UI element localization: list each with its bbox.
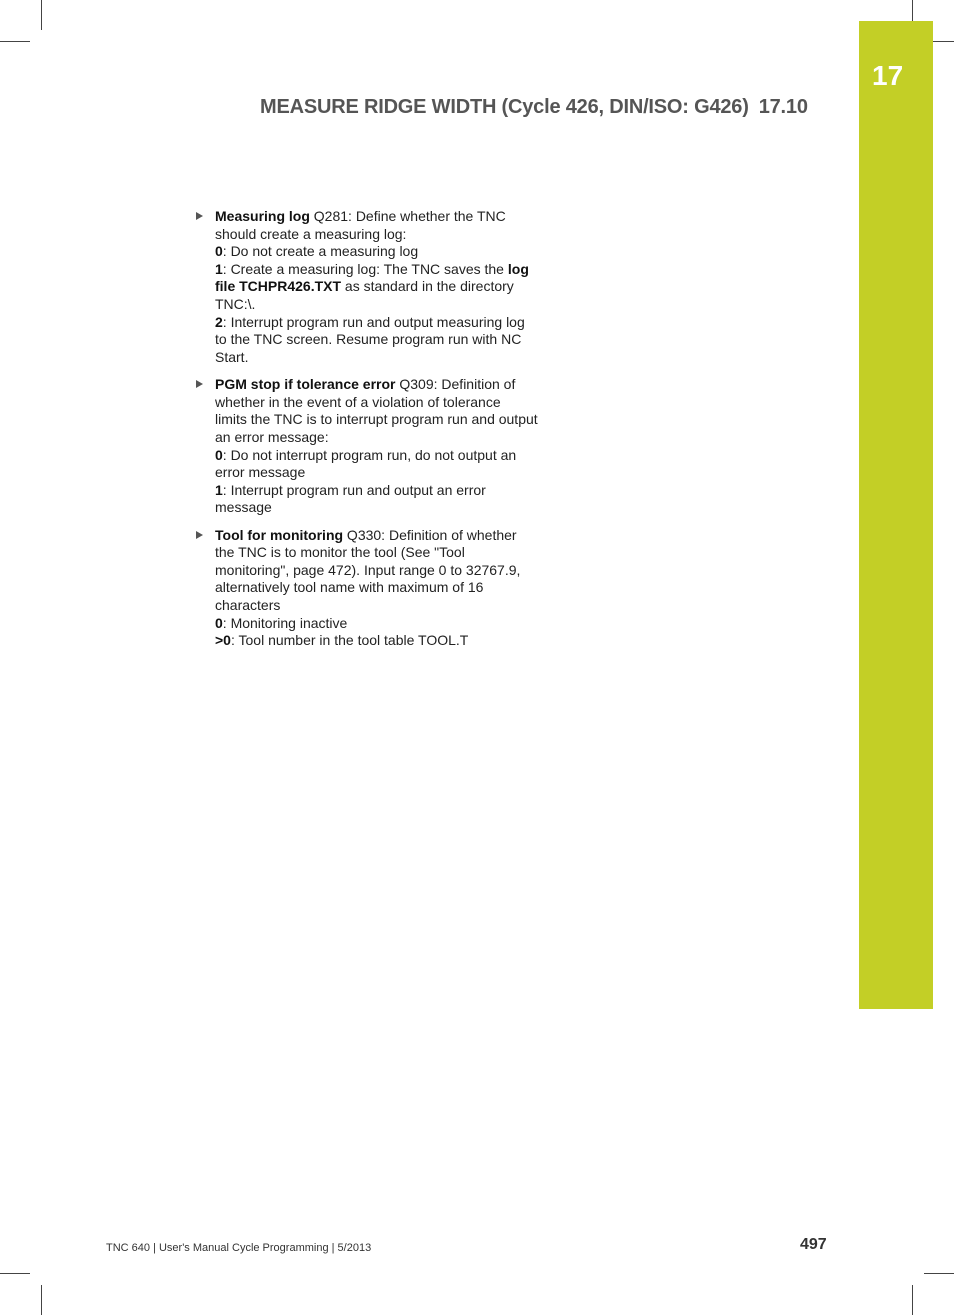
description-text: monitoring", page 472). Input range 0 to 32767.9, <box>215 561 521 578</box>
text-line <box>215 482 563 500</box>
text-line <box>215 615 563 633</box>
description-text: should create a measuring log: <box>215 225 407 242</box>
description-text: : Interrupt program run and output measuring log <box>222 313 525 330</box>
bullet-triangle-icon <box>196 531 203 539</box>
description-text: message <box>215 499 272 516</box>
description-text: Start. <box>215 348 249 365</box>
text-line <box>215 376 563 394</box>
text-line <box>215 261 563 279</box>
text-line <box>215 208 563 226</box>
description-text: : Monitoring inactive <box>222 614 348 631</box>
chapter-tab <box>859 21 933 1009</box>
parameter-list <box>193 208 563 660</box>
description-text: Q281: Define whether the TNC <box>309 208 506 224</box>
text-line <box>215 394 563 412</box>
parameter-name: PGM stop if tolerance error <box>215 376 396 393</box>
bullet-triangle-icon <box>196 212 203 220</box>
text-line <box>215 464 563 482</box>
footer-text: TNC 640 | User's Manual Cycle Programming | 5/2013 <box>106 1242 372 1254</box>
crop-mark <box>912 1285 913 1315</box>
header-title: MEASURE RIDGE WIDTH (Cycle 426, DIN/ISO: G426) <box>260 96 749 118</box>
text-line <box>215 314 563 332</box>
text-line <box>215 278 563 296</box>
page-header <box>260 96 830 119</box>
text-line <box>215 632 563 650</box>
crop-mark <box>0 1273 30 1274</box>
description-text: error message <box>215 464 306 481</box>
bold-value: 0 <box>215 243 223 260</box>
parameter-name: Tool for monitoring <box>215 526 344 543</box>
text-line <box>215 226 563 244</box>
parameter-item <box>193 376 563 517</box>
description-text: : Interrupt program run and output an error <box>222 481 486 498</box>
crop-mark <box>924 1273 954 1274</box>
description-text: as standard in the directory <box>341 278 514 295</box>
crop-mark <box>41 1285 42 1315</box>
bold-value: 1 <box>215 260 223 277</box>
section-number: 17.10 <box>758 96 808 118</box>
description-text: : Do not interrupt program run, do not output an <box>222 446 517 463</box>
page-number: 497 <box>800 1236 827 1253</box>
description-text: : Create a measuring log: The TNC saves the <box>222 260 508 277</box>
description-text: whether in the event of a violation of tolerance <box>215 393 501 410</box>
text-line <box>215 499 563 517</box>
text-line <box>215 447 563 465</box>
bold-value: file TCHPR426.TXT <box>215 278 342 295</box>
description-text: : Tool number in the tool table TOOL.T <box>230 632 469 649</box>
text-line <box>215 562 563 580</box>
text-line <box>215 527 563 545</box>
description-text: : Do not create a measuring log <box>222 243 419 260</box>
text-line <box>215 411 563 429</box>
text-line <box>215 544 563 562</box>
text-line <box>215 349 563 367</box>
description-text: Q330: Definition of whether <box>343 526 517 543</box>
text-line <box>215 429 563 447</box>
text-line <box>215 579 563 597</box>
bold-value: log <box>507 260 529 277</box>
crop-mark <box>41 0 42 30</box>
text-line <box>215 296 563 314</box>
bullet-triangle-icon <box>196 380 203 388</box>
parameter-item <box>193 527 563 650</box>
description-text: Q309: Definition of <box>395 376 516 393</box>
description-text: the TNC is to monitor the tool (See "Tool <box>215 544 465 561</box>
crop-mark <box>0 41 30 42</box>
description-text: characters <box>215 597 281 614</box>
bold-value: >0 <box>215 632 231 649</box>
bold-value: 0 <box>215 614 223 631</box>
text-line <box>215 597 563 615</box>
bold-value: 1 <box>215 481 223 498</box>
description-text: an error message: <box>215 428 329 445</box>
text-line <box>215 331 563 349</box>
description-text: limits the TNC is to interrupt program run and output <box>215 411 538 428</box>
chapter-number: 17 <box>872 60 904 91</box>
description-text: TNC:\. <box>215 295 256 312</box>
description-text: alternatively tool name with maximum of 16 <box>215 579 484 596</box>
text-line <box>215 243 563 261</box>
parameter-item <box>193 208 563 366</box>
bold-value: 0 <box>215 446 223 463</box>
bold-value: 2 <box>215 313 223 330</box>
parameter-name: Measuring log <box>215 208 310 224</box>
description-text: to the TNC screen. Resume program run with NC <box>215 331 522 348</box>
